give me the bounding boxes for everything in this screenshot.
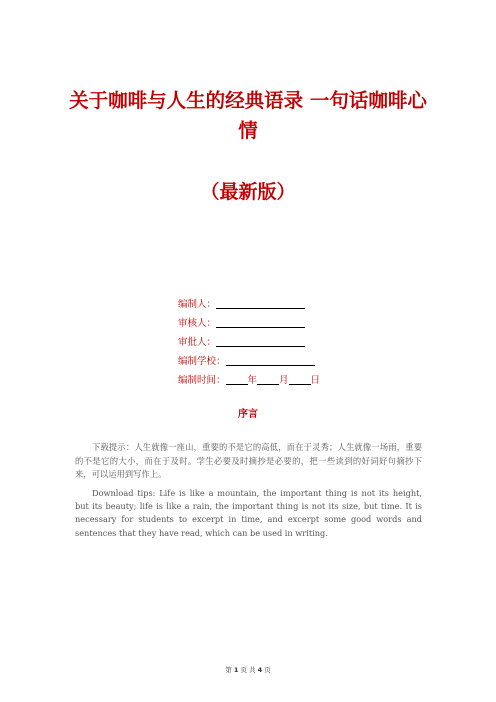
approver-blank [216, 335, 305, 347]
document-title [60, 86, 436, 146]
school-blank [226, 354, 315, 366]
title-line-1: 关于咖啡与人生的经典语录 一句话咖啡心 [69, 89, 427, 112]
approver-label: 审批人： [178, 337, 217, 348]
month-blank [257, 373, 279, 385]
reviewer-blank [216, 316, 305, 328]
preface-paragraph-zh: 下载提示：人生就像一座山，重要的不是它的高低，而在于灵秀；人生就像一场雨，重要的不是它的大小，而在于及时。学生必要及时摘抄是必要的，把一些读到的好词好句摘抄下来，可以运用到写作上。 [75, 442, 422, 479]
preface-heading: 序言 [238, 409, 258, 420]
school-label: 编制学校： [178, 356, 226, 367]
footer-current-page: 1 [233, 666, 239, 674]
month-label: 月 [279, 375, 289, 386]
reviewer-label: 审核人： [178, 318, 217, 329]
reviewer-row [178, 310, 320, 329]
date-row [178, 367, 320, 386]
compiler-label: 编制人： [178, 299, 217, 310]
edition-label: （最新版） [200, 181, 296, 203]
preface-paragraph-en: Download tips: Life is like a mountain, the important thing is not its height, but its beauty; life is like a rain, the important thing is not its size, but time. It is necessary for students to excerpt in time, and excerpt some good words and sentences that they have read, which can be used in writing. [75, 488, 422, 538]
compiler-row [178, 291, 320, 310]
year-blank [226, 373, 248, 385]
footer-middle: 页 共 [240, 666, 256, 674]
day-blank [289, 373, 311, 385]
approver-row [178, 329, 320, 348]
date-label: 编制时间： [178, 375, 226, 386]
footer-prefix: 第 [225, 666, 232, 674]
footer-suffix: 页 [264, 666, 271, 674]
day-label: 日 [310, 375, 321, 386]
year-label: 年 [247, 375, 258, 386]
school-row [178, 348, 320, 367]
footer-total-pages: 4 [257, 666, 263, 674]
page-footer [0, 665, 496, 674]
title-line-2: 情 [238, 119, 258, 142]
document-info-form [178, 291, 320, 386]
compiler-blank [216, 297, 305, 309]
